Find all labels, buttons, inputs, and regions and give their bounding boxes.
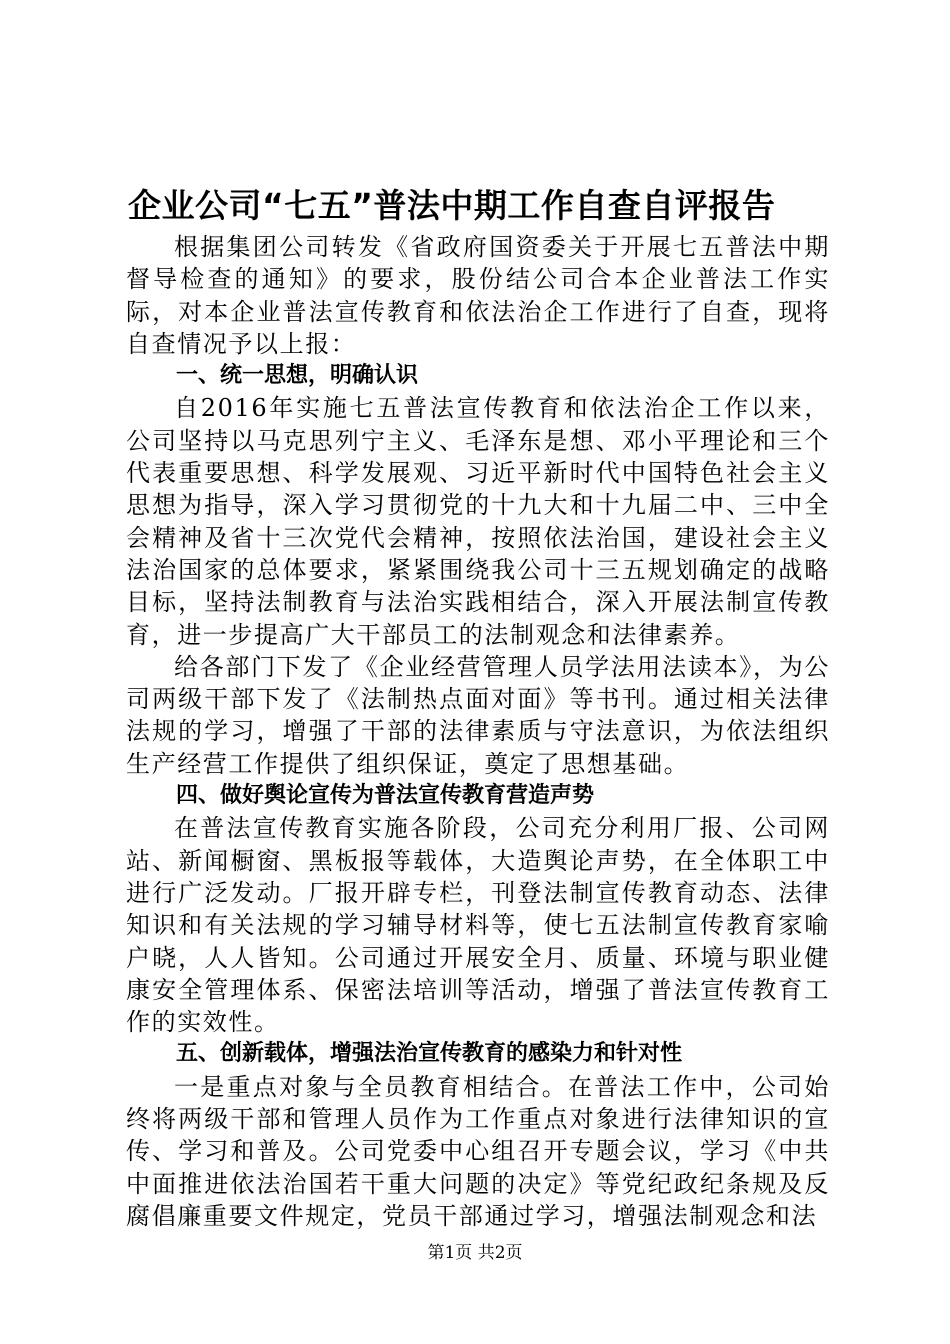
body-paragraph: 一是重点对象与全员教育相结合。在普法工作中，公司始终将两级干部和管理人员作为工作重点对象进行法律知识的宣传、学习和普及。公司党委中心组召开专题会议，学习《中共中面推进依法治国若干重大问题的决定》等党纪政纪条规及反腐倡廉重要文件规定，党员干部通过学习，增强法制观念和法 [126,1072,830,1230]
body-paragraph: 根据集团公司转发《省政府国资委关于开展七五普法中期督导检查的通知》的要求，股份结公司合本企业普法工作实际，对本企业普法宣传教育和依法治企工作进行了自查，现将自查情况予以上报： [126,233,830,358]
document-title: 企业公司“七五”普法中期工作自查自评报告 [128,186,776,225]
section-heading: 一、统一思想，明确认识 [176,363,419,389]
page-footer: 第1页 共2页 [427,1243,523,1263]
body-paragraph: 给各部门下发了《企业经营管理人员学法用法读本》，为公司两级干部下发了《法制热点面对面》等书刊。通过相关法律法规的学习，增强了干部的法律素质与守法意识，为依法组织生产经营工作提供了组织保证，奠定了思想基础。 [126,652,830,778]
section-heading: 四、做好舆论宣传为普法宣传教育营造声势 [176,783,595,809]
section-heading: 五、创新载体，增强法治宣传教育的感染力和针对性 [176,1041,683,1067]
document-body [126,231,830,1232]
body-paragraph: 在普法宣传教育实施各阶段，公司充分利用厂报、公司网站、新闻橱窗、黑板报等载体，大造舆论声势，在全体职工中进行广泛发动。厂报开辟专栏，刊登法制宣传教育动态、法律知识和有关法规的学习辅导材料等，使七五法制宣传教育家喻户晓，人人皆知。公司通过开展安全月、质量、环境与职业健康安全管理体系、保密法培训等活动，增强了普法宣传教育工作的实效性。 [126,814,830,1037]
body-paragraph: 自2016年实施七五普法宣传教育和依法治企工作以来，公司坚持以马克思列宁主义、毛泽东是想、邓小平理论和三个代表重要思想、科学发展观、习近平新时代中国特色社会主义思想为指导，深入学习贯彻党的十九大和十九届二中、三中全会精神及省十三次党代会精神，按照依法治国，建设社会主义法治国家的总体要求，紧紧围绕我公司十三五规划确定的战略目标，坚持法制教育与法治实践相结合，深入开展法制宣传教育，进一步提高广大干部员工的法制观念和法律素养。 [126,394,830,649]
